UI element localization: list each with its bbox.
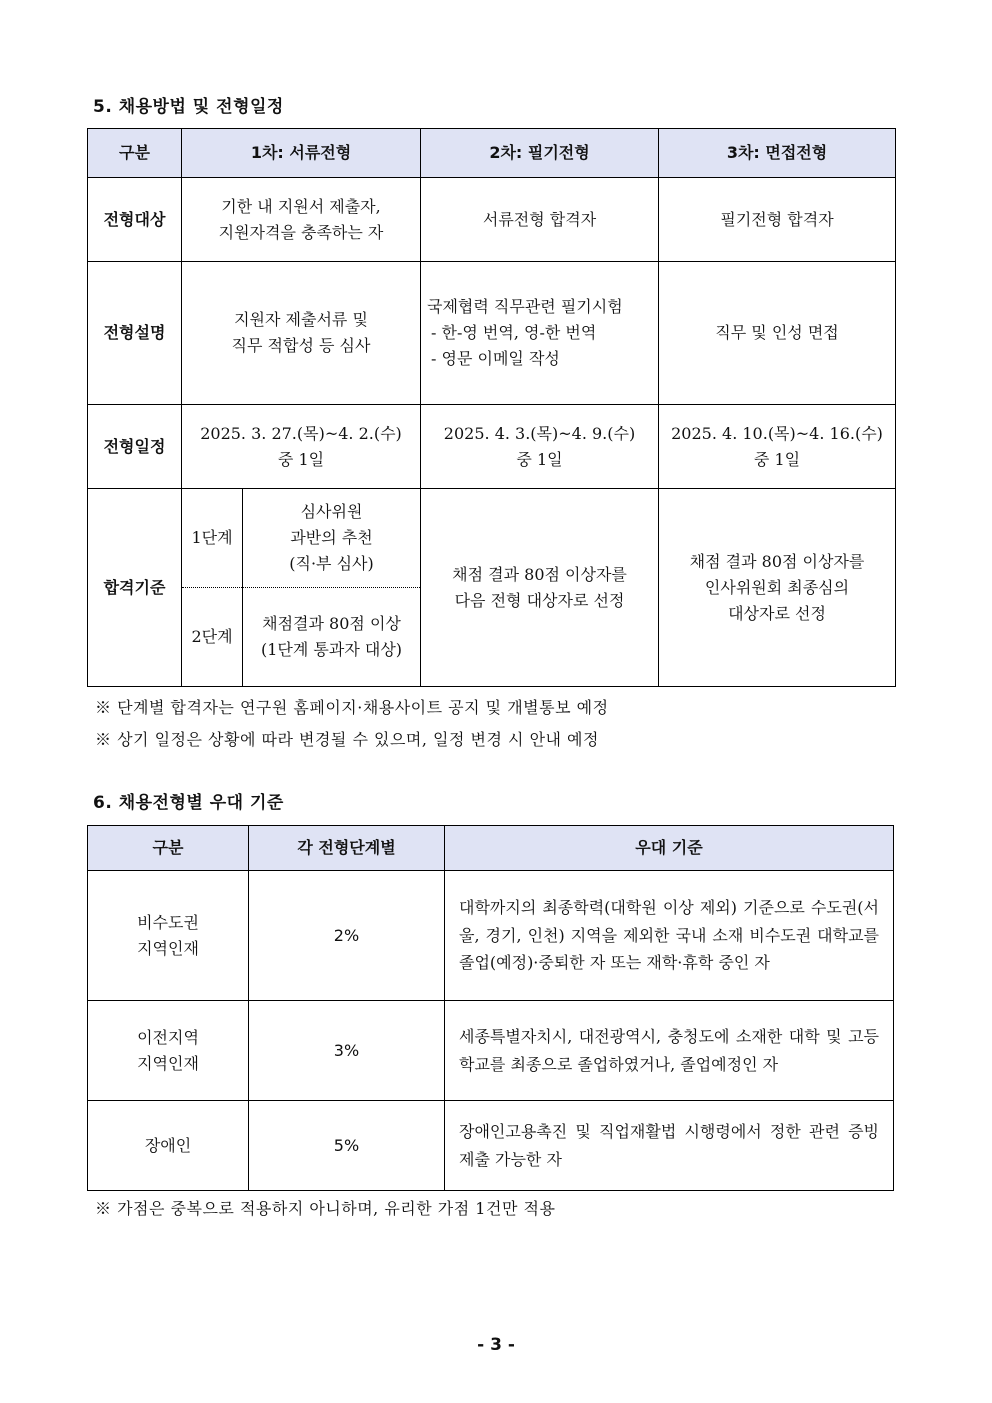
- header-category: 구분: [88, 129, 182, 178]
- desc-stage1: 지원자 제출서류 및 직무 적합성 등 심사: [182, 262, 421, 405]
- schedule-stage1: 2025. 3. 27.(목)~4. 2.(수) 중 1일: [182, 405, 421, 489]
- table-header-row: [88, 129, 896, 178]
- selection-schedule-table: [87, 128, 896, 687]
- header-criteria: 우대 기준: [445, 826, 894, 871]
- desc-stage3: 직무 및 인성 면접: [659, 262, 896, 405]
- header-per-stage: 각 전형단계별: [249, 826, 445, 871]
- header-category: 구분: [88, 826, 249, 871]
- target-stage3: 필기전형 합격자: [659, 178, 896, 262]
- table-row: [88, 489, 896, 588]
- pref-criteria-3: 장애인고용촉진 및 직업재활법 시행령에서 정한 관련 증빙 제출 가능한 자: [445, 1101, 894, 1191]
- row-label-target: 전형대상: [88, 178, 182, 262]
- criteria-stage1-label: 1단계: [182, 489, 243, 588]
- pref-category-3: 장애인: [88, 1101, 249, 1191]
- row-label-desc: 전형설명: [88, 262, 182, 405]
- table-row: [88, 1101, 894, 1191]
- table-row: [88, 405, 896, 489]
- schedule-stage3: 2025. 4. 10.(목)~4. 16.(수) 중 1일: [659, 405, 896, 489]
- criteria-stage2-text: 채점결과 80점 이상 (1단계 통과자 대상): [243, 588, 421, 687]
- pref-criteria-2: 세종특별자치시, 대전광역시, 충청도에 소재한 대학 및 고등학교를 최종으로 졸업하였거나, 졸업예정인 자: [445, 1001, 894, 1101]
- criteria-stage2-label: 2단계: [182, 588, 243, 687]
- section5-note-1: ※ 단계별 합격자는 연구원 홈페이지·채용사이트 공지 및 개별통보 예정: [95, 698, 609, 717]
- pref-rate-3: 5%: [249, 1101, 445, 1191]
- row-label-criteria: 합격기준: [88, 489, 182, 687]
- section5-title: 5. 채용방법 및 전형일정: [93, 97, 284, 117]
- table-header-row: [88, 826, 894, 871]
- pref-criteria-1: 대학까지의 최종학력(대학원 이상 제외) 기준으로 수도권(서울, 경기, 인천) 지역을 제외한 국내 소재 비수도권 대학교를 졸업(예정)·중퇴한 자 또는 재학·휴학 중인 자: [445, 871, 894, 1001]
- pref-rate-1: 2%: [249, 871, 445, 1001]
- pref-category-2: 이전지역 지역인재: [88, 1001, 249, 1101]
- table-row: [88, 871, 894, 1001]
- header-stage2: 2차: 필기전형: [421, 129, 659, 178]
- table-row: [88, 1001, 894, 1101]
- row-label-schedule: 전형일정: [88, 405, 182, 489]
- pref-category-1: 비수도권 지역인재: [88, 871, 249, 1001]
- desc-stage2: 국제협력 직무관련 필기시험 - 한-영 번역, 영-한 번역 - 영문 이메일 작성: [421, 262, 659, 405]
- table-row: [88, 178, 896, 262]
- section5-note-2: ※ 상기 일정은 상황에 따라 변경될 수 있으며, 일정 변경 시 안내 예정: [95, 730, 599, 749]
- schedule-stage2: 2025. 4. 3.(목)~4. 9.(수) 중 1일: [421, 405, 659, 489]
- criteria-stage3: 채점 결과 80점 이상자를 인사위원회 최종심의 대상자로 선정: [659, 489, 896, 687]
- criteria-stage2: 채점 결과 80점 이상자를 다음 전형 대상자로 선정: [421, 489, 659, 687]
- header-stage3: 3차: 면접전형: [659, 129, 896, 178]
- pref-rate-2: 3%: [249, 1001, 445, 1101]
- target-stage1: 기한 내 지원서 제출자, 지원자격을 충족하는 자: [182, 178, 421, 262]
- page-number: - 3 -: [477, 1335, 515, 1355]
- preference-table: [87, 825, 894, 1191]
- criteria-stage1-text: 심사위원 과반의 추천 (직·부 심사): [243, 489, 421, 588]
- section6-note: ※ 가점은 중복으로 적용하지 아니하며, 유리한 가점 1건만 적용: [95, 1199, 556, 1218]
- target-stage2: 서류전형 합격자: [421, 178, 659, 262]
- section6-title: 6. 채용전형별 우대 기준: [93, 793, 284, 813]
- header-stage1: 1차: 서류전형: [182, 129, 421, 178]
- table-row: [88, 262, 896, 405]
